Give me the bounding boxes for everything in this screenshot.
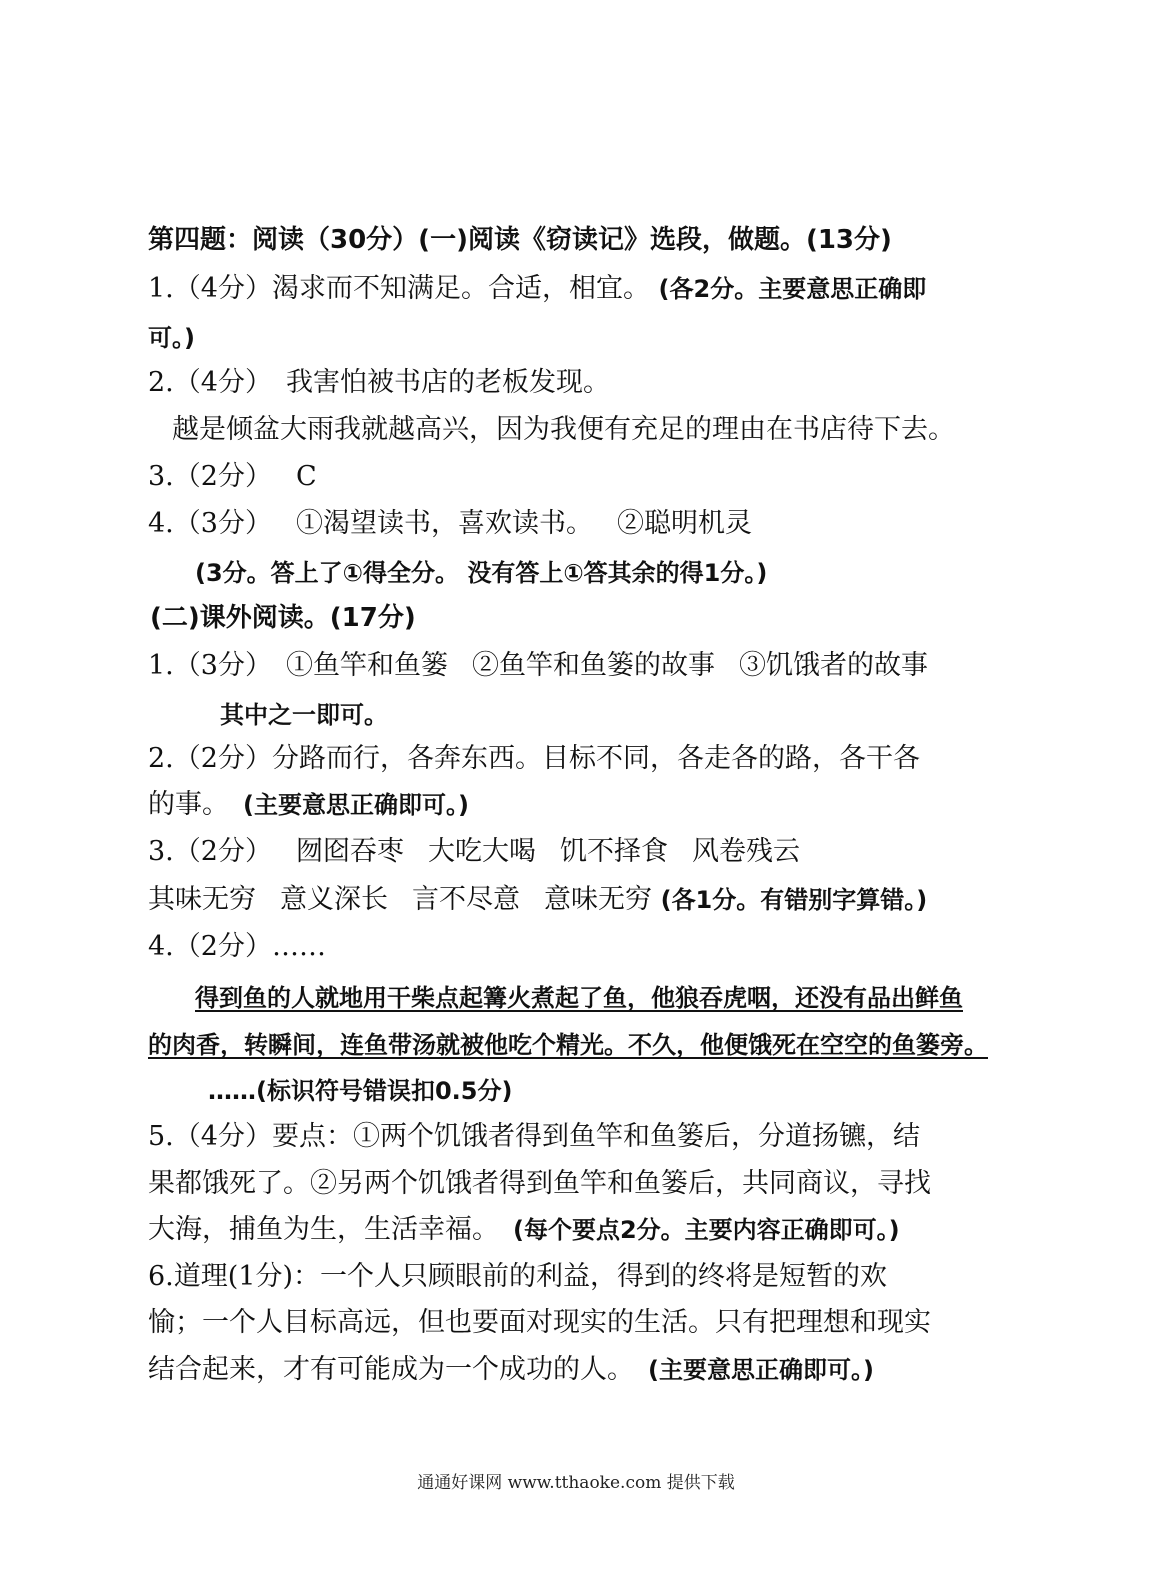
part2-q6-answer-end: 结合起来，才有可能成为一个成功的人。 bbox=[148, 1354, 634, 1385]
part1-q2-answer-b: 越是倾盆大雨我就越高兴，因为我便有充足的理由在书店待下去。 bbox=[172, 414, 955, 445]
part2-q3-label: 3.（2分） bbox=[148, 836, 272, 867]
part2-q3-idiom-1: 囫囵吞枣 bbox=[295, 836, 404, 867]
part1-q4-answer-a: ①渴望读书，喜欢读书。 bbox=[295, 508, 593, 539]
part2-q3-line-b bbox=[148, 882, 927, 918]
part2-q3-idiom-3: 饥不择食 bbox=[559, 836, 668, 867]
part2-q6-note: (主要意思正确即可。) bbox=[648, 1356, 874, 1384]
part2-q4-note: ……(标识符号错误扣0.5分) bbox=[208, 1077, 513, 1105]
part1-q1-answer: 1.（4分）渴求而不知满足。合适，相宜。 bbox=[148, 273, 650, 304]
download-footer: 通通好课网 www.tthaoke.com 提供下载 bbox=[417, 1473, 735, 1493]
part2-q3-idiom-8: 意味无穷 bbox=[544, 884, 652, 915]
part1-q3-answer: C bbox=[295, 461, 317, 492]
part2-q1-note: 其中之一即可。 bbox=[220, 701, 388, 729]
part2-q5-line-c bbox=[148, 1212, 900, 1248]
part2-q1-answer-c: ③饥饿者的故事 bbox=[738, 650, 928, 681]
part2-q6-line-c bbox=[148, 1352, 874, 1388]
part1-q1-note-cont: 可。) bbox=[148, 324, 195, 352]
part2-q5-line-a: 5.（4分）要点：①两个饥饿者得到鱼竿和鱼篓后，分道扬镳，结 bbox=[148, 1121, 920, 1152]
part2-q4-answer-b: 的肉香，转瞬间，连鱼带汤就被他吃个精光。不久，他便饿死在空空的鱼篓旁。 bbox=[148, 1031, 988, 1059]
part2-q2-answer-end: 的事。 bbox=[148, 789, 229, 820]
part2-q3-idiom-5: 其味无穷 bbox=[148, 884, 256, 915]
part2-heading: (二)课外阅读。(17分) bbox=[150, 603, 416, 633]
part2-q5-answer-end: 大海，捕鱼为生，生活幸福。 bbox=[148, 1214, 499, 1245]
part1-q2-label: 2.（4分） bbox=[148, 367, 272, 398]
part2-q6-line-b: 愉；一个人目标高远，但也要面对现实的生活。只有把理想和现实 bbox=[148, 1307, 931, 1338]
part1-q1-note: (各2分。主要意思正确即 bbox=[658, 275, 927, 303]
part2-q1-line bbox=[148, 648, 928, 684]
part2-q4-label: 4.（2分）…… bbox=[148, 931, 326, 962]
part2-q1-label: 1.（3分） bbox=[148, 650, 272, 681]
part2-q3-note: (各1分。有错别字算错。) bbox=[660, 886, 928, 914]
part1-q4-answer-b: ②聪明机灵 bbox=[616, 508, 752, 539]
part2-q3-line-a bbox=[148, 834, 800, 870]
part2-q1-answer-b: ②鱼竿和鱼篓的故事 bbox=[471, 650, 715, 681]
part2-q3-idiom-6: 意义深长 bbox=[280, 884, 388, 915]
part2-q3-idiom-4: 风卷残云 bbox=[691, 836, 800, 867]
part1-q3-line bbox=[148, 459, 317, 495]
part2-q1-answer-a: ①鱼竿和鱼篓 bbox=[285, 650, 448, 681]
part2-q3-idiom-2: 大吃大喝 bbox=[427, 836, 536, 867]
part1-q4-line bbox=[148, 506, 752, 542]
part1-q4-note: (3分。答上了①得全分。 没有答上①答其余的得1分。) bbox=[195, 559, 768, 587]
part2-q2-line-b bbox=[148, 787, 469, 823]
part1-q2-line bbox=[148, 365, 610, 401]
part2-q3-idiom-7: 言不尽意 bbox=[412, 884, 520, 915]
part1-q2-answer-a: 我害怕被书店的老板发现。 bbox=[285, 367, 610, 398]
part1-q1-line bbox=[148, 271, 926, 307]
section-four-title: 第四题：阅读（30分）(一)阅读《窃读记》选段，做题。(13分) bbox=[148, 225, 892, 255]
part1-q4-label: 4.（3分） bbox=[148, 508, 272, 539]
part2-q4-answer-a: 得到鱼的人就地用干柴点起篝火煮起了鱼，他狼吞虎咽，还没有品出鲜鱼 bbox=[195, 984, 963, 1012]
part2-q5-note: (每个要点2分。主要内容正确即可。) bbox=[513, 1216, 900, 1244]
part2-q2-note: (主要意思正确即可。) bbox=[243, 791, 469, 819]
part1-q3-label: 3.（2分） bbox=[148, 461, 272, 492]
part2-q2-line-a: 2.（2分）分路而行，各奔东西。目标不同，各走各的路，各干各 bbox=[148, 743, 920, 774]
part2-q5-line-b: 果都饿死了。②另两个饥饿者得到鱼竿和鱼篓后，共同商议，寻找 bbox=[148, 1168, 931, 1199]
part2-q6-line-a: 6.道理(1分)：一个人只顾眼前的利益，得到的终将是短暂的欢 bbox=[148, 1261, 888, 1292]
